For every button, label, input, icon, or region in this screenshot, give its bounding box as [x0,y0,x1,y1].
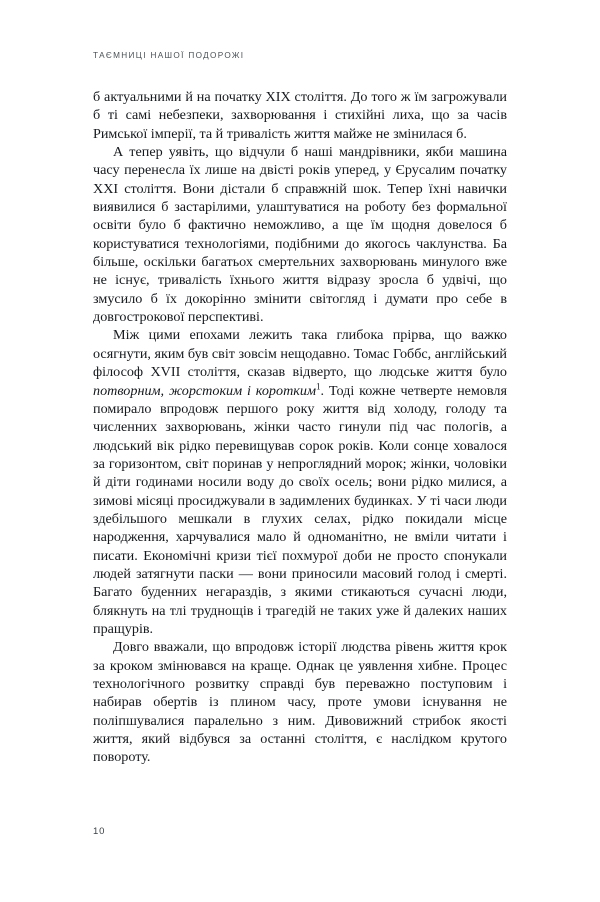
paragraph-3-lead-text: Між цими епохами лежить така глибока прірва, що важко осягнути, яким був світ зовсім нещодавно. Томас Гоббс, англійський філософ XVII століття, сказав відверто, що людське життя було [93,327,507,381]
paragraph-4: Довго вважали, що впродовж історії людства рівень життя крок за кроком змінювався на краще. Однак це уявлення хибне. Процес технологічного розвитку справді був переважно поступовим і набирав обертів із плином часу, проте умови існування не поліпшувалися паралельно з ним. Дивовижний стрибок якості життя, який відбувся за останні століття, є наслідком крутого повороту. [93,639,507,766]
page-number: 10 [93,826,106,837]
body-text-block [93,88,507,767]
footnote-marker: 1 [316,380,321,391]
paragraph-2: А тепер уявіть, що відчули б наші мандрівники, якби машина часу перенесла їх лише на двісті років уперед, у Єрусалим початку XXI століття. Вони дістали б справжній шок. Тепер їхні навички виявилися б застарілими, улаштуватися на роботу без формальної освіти було б фактично неможливо, а ще їм щодня довелося б користуватися технологіями, подібними до якогось чаклунства. Ба більше, оскільки багатьох смертельних захворювань минулого вже не існує, тривалість їхнього життя відразу зросла б удвічі, що змусило б їх докорінно змінити світогляд і думати про себе в довгострокової перспективі. [93,144,507,326]
paragraph-3-trail-text: . Тоді кожне четверте немовля помирало впродовж першого року життя від холоду, голоду та численних захворювань, жінки часто гинули під час пологів, а людський вік рідко перевищував сорок років. Коли сонце ховалося за горизонтом, світ поринав у непроглядний морок; жінки, чоловіки й діти годинами носили воду до своїх осель; вони рідко милися, а зимові місяці просиджували в задимлених будинках. У ті часи люди здебільшого мешкали в глухих селах, рідко покидали місце народження, харчувалися мало й одноманітно, не вміли читати і писати. Економічні кризи тієї похмурої доби не просто спонукали людей затягнути паски — вони приносили масовий голод і смерті. Багато буденних негараздів, з якими стикаються сучасні люди, блякнуть на тлі труднощів і трагедій не таких уже й далеких наших пращурів. [93,382,507,637]
italic-quote: потворним, жорстоким і коротким [93,382,316,399]
paragraph-3 [93,326,507,638]
paragraph-1: б актуальними й на початку XIX століття. До того ж їм загрожували б ті самі небезпеки, захворювання і стихійні лиха, що за часів Римської імперії, та й тривалість життя майже не змінилася б. [93,89,507,142]
running-head: ТАЄМНИЦІ НАШОЇ ПОДОРОЖІ [93,51,245,60]
